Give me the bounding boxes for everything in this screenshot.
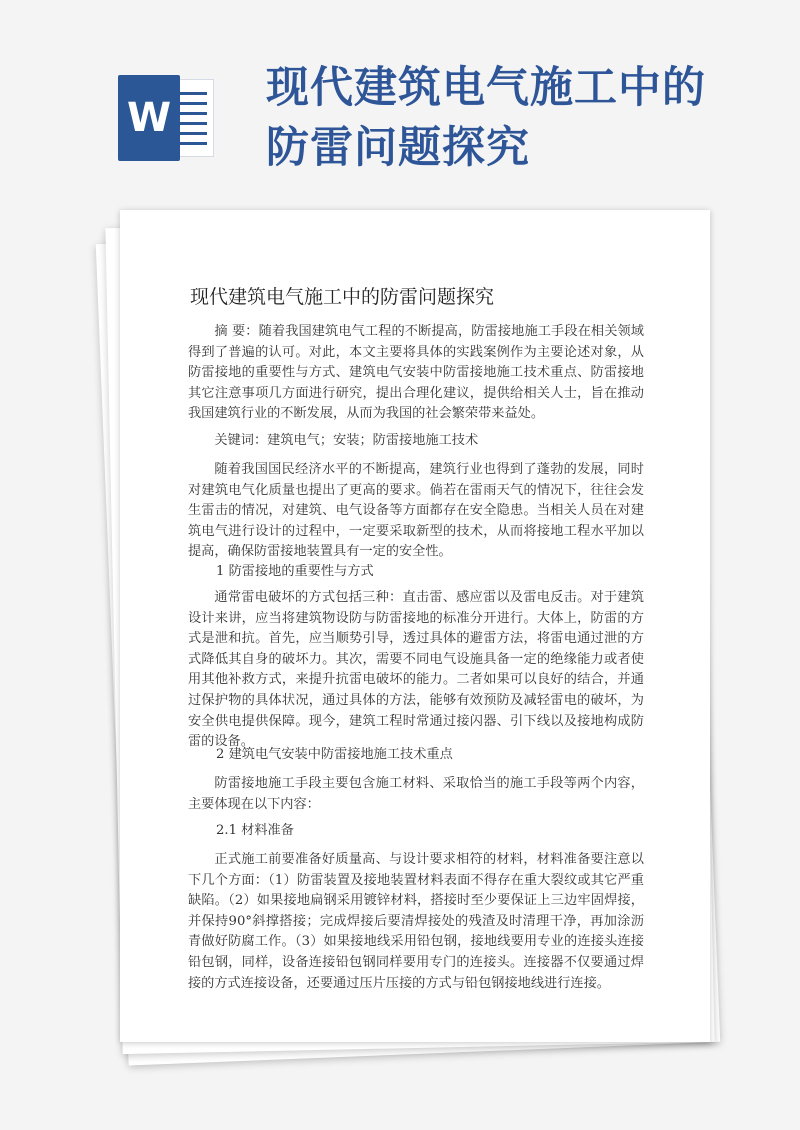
section2-paragraph: 防雷接地施工手段主要包含施工材料、采取恰当的施工手段等两个内容，主要体现在以下内容： <box>188 776 644 812</box>
word-logo-letter: W <box>126 95 172 141</box>
document-page <box>120 210 710 1042</box>
word-document-icon <box>118 75 218 161</box>
section21-heading: 2.1 材料准备 <box>216 823 294 838</box>
header-title <box>266 58 766 178</box>
keywords-paragraph: 关键词：建筑电气；安装；防雷接地施工技术 <box>214 433 479 448</box>
section1-paragraph: 通常雷电破坏的方式包括三种：直击雷、感应雷以及雷电反击。对于建筑设计来讲，应当将建筑物设防与防雷接地的标准分开进行。大体上，防雷的方式是泄和抗。首先，应当顺势引导，透过具体的避雷方法，将雷电通过泄的方式降低其自身的破坏力。其次，需要不同电气设施具备一定的绝缘能力或者使用其他补救方式，来提升抗雷电破坏的能力。二者如果可以良好的结合，并通过保护物的具体状况，通过具体的方法，能够有效预防及减轻雷电的破坏，为安全供电提供保障。现今，建筑工程时常通过接闪器、引下线以及接地构成防雷的设备。 <box>188 590 644 750</box>
header-title-line1: 现代建筑电气施工中的 <box>266 63 706 113</box>
section1-heading: 1 防雷接地的重要性与方式 <box>216 564 374 579</box>
word-badge <box>118 75 180 161</box>
section2-heading: 2 建筑电气安装中防雷接地施工技术重点 <box>216 747 453 762</box>
intro-paragraph: 随着我国国民经济水平的不断提高，建筑行业也得到了蓬勃的发展，同时对建筑电气化质量也提出了更高的要求。倘若在雷雨天气的情况下，往往会发生雷击的情况，对建筑、电气设备等方面都存在安全隐患。当相关人员在对建筑电气进行设计的过程中，一定要采取新型的技术，从而将接地工程水平加以提高，确保防雷接地装置具有一定的安全性。 <box>188 462 644 560</box>
abstract-paragraph: 摘 要：随着我国建筑电气工程的不断提高，防雷接地施工手段在相关领域得到了普遍的认可。对此，本文主要将具体的实践案例作为主要论述对象，从防雷接地的重要性与方式、建筑电气安装中防雷接地施工技术重点、防雷接地其它注意事项几方面进行研究，提出合理化建议，提供给相关人士，旨在推动我国建筑行业的不断发展，从而为我国的社会繁荣带来益处。 <box>188 324 644 422</box>
header-title-line2: 防雷问题探究 <box>266 123 530 173</box>
document-title: 现代建筑电气施工中的防雷问题探究 <box>190 286 495 308</box>
section21-paragraph: 正式施工前要准备好质量高、与设计要求相符的材料，材料准备要注意以下几个方面：（1）防雷装置及接地装置材料表面不得存在重大裂纹或其它严重缺陷。（2）如果接地扁钢采用镀锌材料，搭接时至少要保证上三边牢固焊接，并保持90°斜撑搭接；完成焊接后要清焊接处的残渣及时清理干净，再加涂沥青做好防腐工作。（3）如果接地线采用铅包钢，接地线要用专业的连接头连接铅包钢，同样，设备连接铅包钢同样要用专门的连接头。连接器不仅要通过焊接的方式连接设备，还要通过压片压接的方式与铅包钢接地线进行连接。 <box>188 852 644 991</box>
